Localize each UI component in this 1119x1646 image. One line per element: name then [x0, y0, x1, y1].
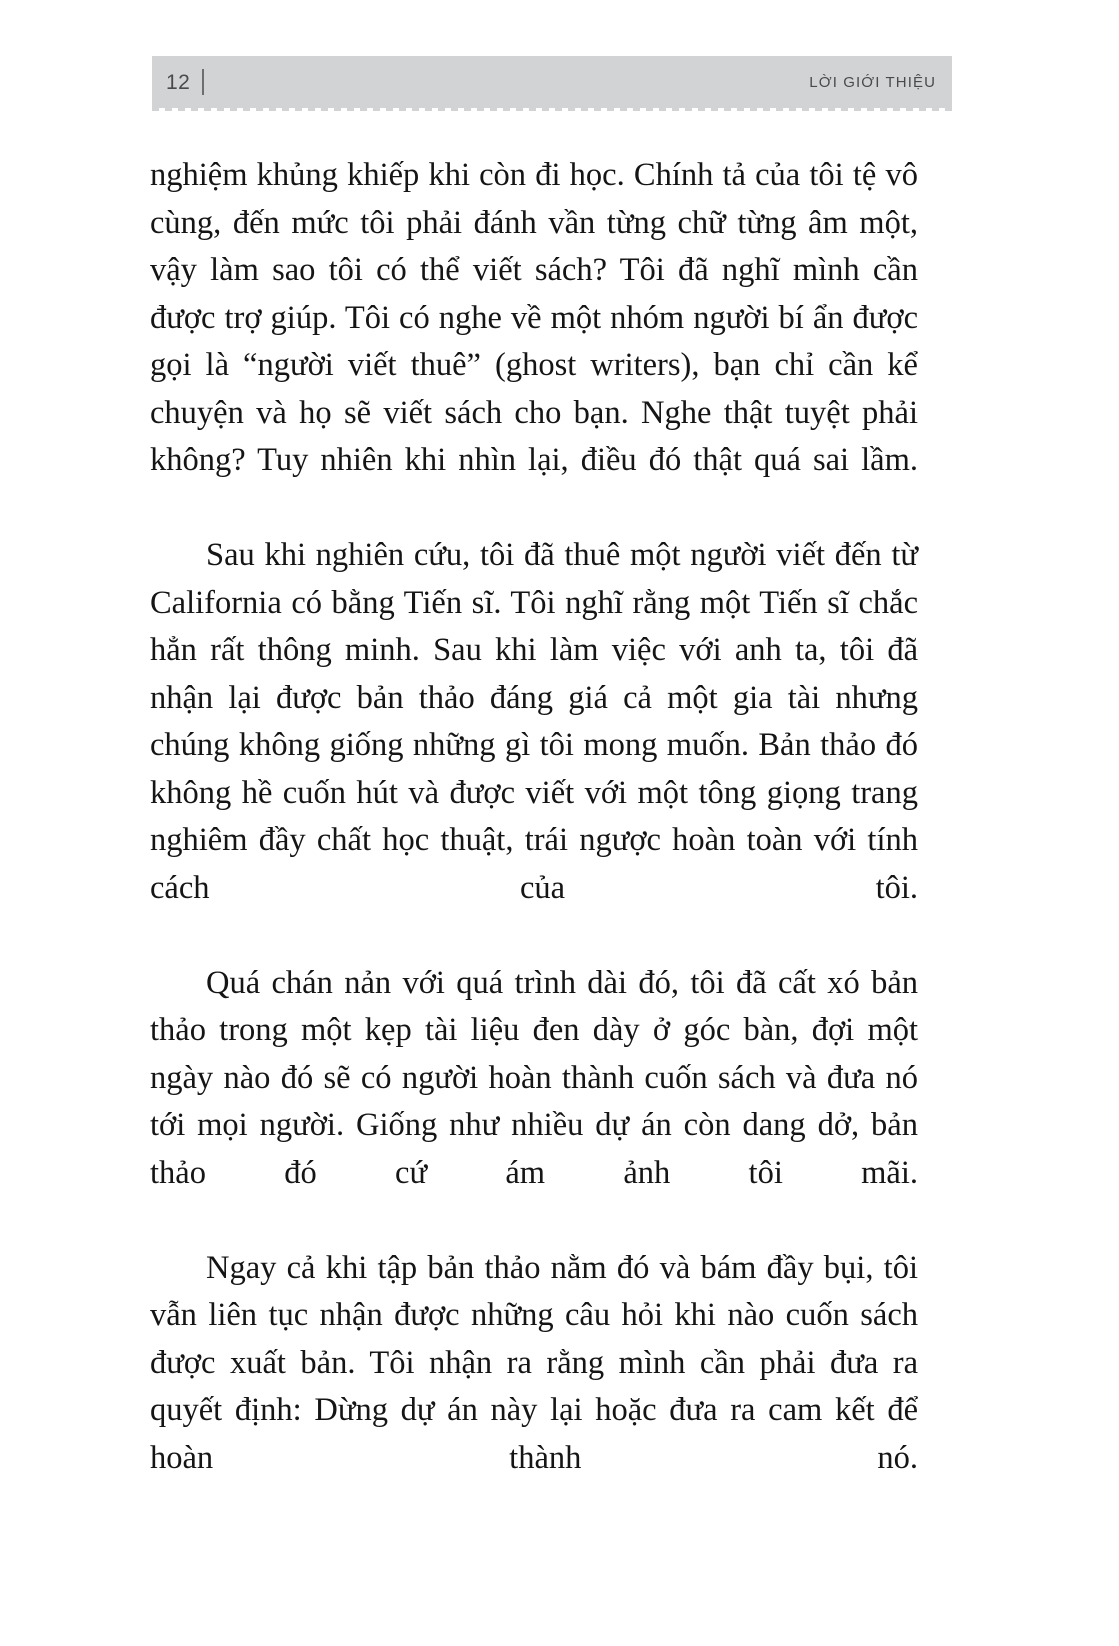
page-number: 12: [166, 70, 191, 94]
folio-separator-rule: [202, 69, 204, 95]
paragraph: nghiệm khủng khiếp khi còn đi học. Chính tả của tôi tệ vô cùng, đến mức tôi phải đánh vần từng chữ từng âm một, vậy làm sao tôi có thể viết sách? Tôi đã nghĩ mình cần được trợ giúp. Tôi có nghe về một nhóm người bí ẩn được gọi là “người viết thuê” (ghost writers), bạn chỉ cần kể chuyện và họ sẽ viết sách cho bạn. Nghe thật tuyệt phải không? Tuy nhiên khi nhìn lại, điều đó thật quá sai lầm.: [150, 157, 918, 478]
folio-group: [166, 69, 204, 95]
paragraph: Quá chán nản với quá trình dài đó, tôi đã cất xó bản thảo trong một kẹp tài liệu đen dày ở góc bàn, đợi một ngày nào đó sẽ có người hoàn thành cuốn sách và đưa nó tới mọi người. Giống như nhiều dự án còn dang dở, bản thảo đó cứ ám ảnh tôi mãi.: [150, 964, 918, 1191]
body-text-column: [150, 152, 918, 1530]
paragraph: Sau khi nghiên cứu, tôi đã thuê một người viết đến từ California có bằng Tiến sĩ. Tôi nghĩ rằng một Tiến sĩ chắc hẳn rất thông minh. Sau khi làm việc với anh ta, tôi đã nhận lại được bản thảo đáng giá cả một gia tài nhưng chúng không giống những gì tôi mong muốn. Bản thảo đó không hề cuốn hút và được viết với một tông giọng trang nghiêm đầy chất học thuật, trái ngược hoàn toàn với tính cách của tôi.: [150, 537, 918, 906]
paragraph: Ngay cả khi tập bản thảo nằm đó và bám đầy bụi, tôi vẫn liên tục nhận được những câu hỏi khi nào cuốn sách được xuất bản. Tôi nhận ra rằng mình cần phải đưa ra quyết định: Dừng dự án này lại hoặc đưa ra cam kết để hoàn thành nó.: [150, 1249, 918, 1476]
running-header: [152, 56, 952, 108]
running-header-section-title: LỜI GIỚI THIỆU: [809, 73, 936, 91]
